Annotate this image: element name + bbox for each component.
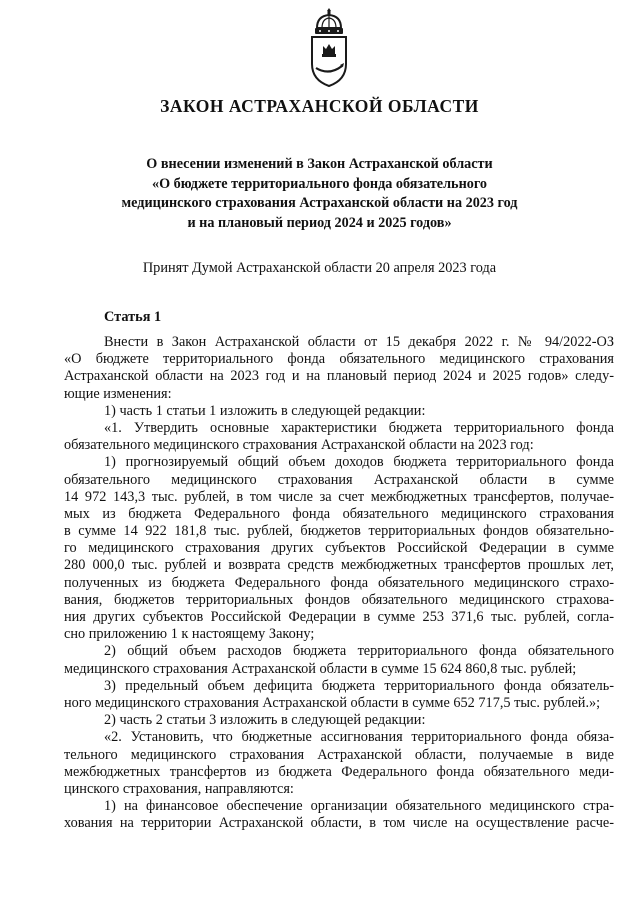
text-line: «О бюджете территориального фонда обязательного медицинского страхования bbox=[64, 351, 614, 368]
text-line: Астраханской области на 2023 год и на плановый период 2024 и 2025 годов» следу- bbox=[64, 368, 614, 385]
text-line: Внести в Закон Астраханской области от 15 декабря 2022 г. № 94/2022-ОЗ bbox=[104, 334, 614, 350]
text-line: медицинского страхования Астраханской области в сумме 15 624 860,8 тыс. рублей; bbox=[64, 660, 577, 677]
article-heading: Статья 1 bbox=[104, 309, 162, 325]
text-line: 1) прогнозируемый общий объем доходов бюджета территориального фонда bbox=[104, 454, 614, 471]
coat-of-arms-icon bbox=[302, 6, 356, 88]
text-line: 1) на финансовое обеспечение организации обязательного медицинского стра- bbox=[104, 798, 614, 815]
text-line: мых из бюджета Федерального фонда обязательного медицинского страхования bbox=[64, 505, 614, 522]
subject-line: «О бюджете территориального фонда обязательного bbox=[151, 175, 488, 192]
text-line: полученных из бюджета Федерального фонда обязательного медицинского страхо- bbox=[64, 574, 614, 591]
subject-line: и на плановый период 2024 и 2025 годов» bbox=[187, 214, 452, 231]
text-line: «1. Утвердить основные характеристики бюджета территориального фонда bbox=[104, 419, 614, 436]
text-line: цинского страхования, направляются: bbox=[64, 780, 294, 797]
text-line: межбюджетных трансфертов из бюджета Федерального фонда обязательного меди- bbox=[64, 763, 614, 780]
text-line: «2. Установить, что бюджетные ассигнования территориального фонда обяза- bbox=[104, 729, 614, 746]
text-line: обязательного медицинского страхования Астраханской области в сумме bbox=[64, 471, 614, 488]
law-title: ЗАКОН АСТРАХАНСКОЙ ОБЛАСТИ bbox=[160, 96, 479, 116]
text-line: ния других субъектов Российской Федерации в сумме 253 371,6 тыс. рублей, согла- bbox=[64, 609, 614, 625]
text-line: 14 972 143,3 тыс. рублей, в том числе за счет межбюджетных трансфертов, получае- bbox=[64, 488, 614, 505]
text-line: обязательного медицинского страхования Астраханской области на 2023 год: bbox=[64, 437, 534, 454]
text-line: хования на территории Астраханской области, в том числе на осуществление расче- bbox=[64, 815, 614, 832]
text-line: сно приложению 1 к настоящему Закону; bbox=[64, 626, 315, 643]
adoption-note: Принят Думой Астраханской области 20 апреля 2023 года bbox=[142, 260, 497, 276]
text-line: ющие изменения: bbox=[64, 385, 172, 402]
text-line: ного медицинского страхования Астраханской области в сумме 652 717,5 тыс. рублей.»; bbox=[64, 694, 601, 711]
text-line: 3) предельный объем дефицита бюджета территориального фонда обязатель- bbox=[104, 677, 614, 694]
text-line: в сумме 14 922 181,8 тыс. рублей, бюджетов территориальных фондов обязательно- bbox=[64, 523, 614, 540]
text-line: 2) общий объем расходов бюджета территориального фонда обязательного bbox=[104, 643, 614, 660]
text-line: го медицинского страхования других субъектов Российской Федерации в сумме bbox=[64, 540, 614, 557]
article-body bbox=[64, 334, 614, 832]
subject-line: О внесении изменений в Закон Астраханской области bbox=[146, 156, 493, 172]
law-subject bbox=[0, 155, 639, 233]
text-line: тельного медицинского страхования Астраханской области, получаемые в виде bbox=[64, 746, 614, 763]
text-line: 280 000,0 тыс. рублей и возврата средств межбюджетных трансфертов прошлых лет, bbox=[64, 557, 614, 574]
subject-line: медицинского страхования Астраханской области на 2023 год bbox=[121, 195, 518, 211]
text-line: 2) часть 2 статьи 3 изложить в следующей редакции: bbox=[104, 712, 426, 729]
text-line: 1) часть 1 статьи 1 изложить в следующей редакции: bbox=[104, 402, 426, 419]
text-line: вания, бюджетов территориальных фондов обязательного медицинского страхова- bbox=[64, 591, 614, 608]
